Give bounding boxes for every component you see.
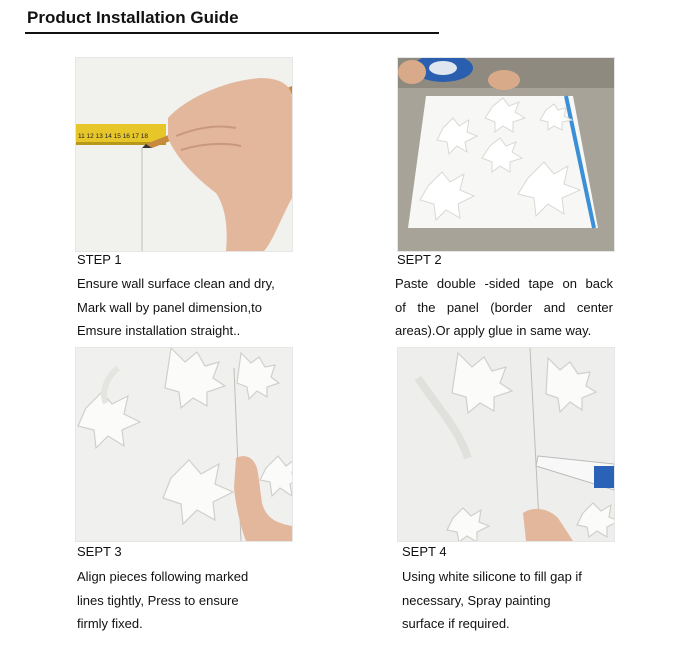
step4-photo — [397, 347, 615, 542]
step4-label: SEPT 4 — [402, 544, 447, 559]
step1-line: Emsure installation straight.. — [77, 323, 241, 338]
step2-label: SEPT 2 — [397, 252, 442, 267]
page-title: Product Installation Guide — [27, 8, 239, 27]
step2-photo — [397, 57, 615, 252]
step2-line: of the panel (border and center — [395, 299, 613, 315]
step3-line: lines tightly, Press to ensure — [77, 592, 239, 608]
step3-photo — [75, 347, 293, 542]
step4-description — [402, 565, 617, 636]
step2-line: Paste double -sided tape on back — [395, 276, 613, 291]
title-underline — [25, 32, 439, 34]
step2-description — [395, 272, 613, 343]
step1-line: Ensure wall surface clean and dry, — [77, 276, 275, 291]
step3-line: Align pieces following marked — [77, 569, 249, 584]
tape-numbers: 11 12 13 14 15 16 17 18 — [78, 133, 148, 140]
step2-line: areas).Or apply glue in same way. — [395, 323, 592, 338]
step1-line: Mark wall by panel dimension,to — [77, 299, 262, 315]
step1-photo — [75, 57, 293, 252]
step1-description — [77, 272, 292, 343]
step4-line: necessary, Spray painting — [402, 592, 551, 608]
step4-line: surface if required. — [402, 616, 510, 631]
step1-label: STEP 1 — [77, 252, 122, 267]
step3-line: firmly fixed. — [77, 616, 143, 631]
step4-line: Using white silicone to fill gap if — [402, 569, 582, 584]
step3-label: SEPT 3 — [77, 544, 122, 559]
step3-description — [77, 565, 292, 636]
